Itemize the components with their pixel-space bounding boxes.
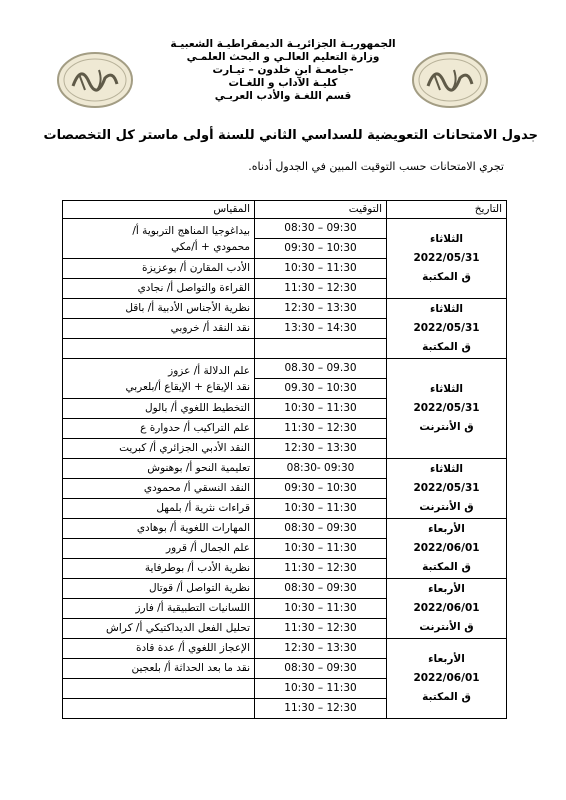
- subject-cell: [63, 559, 255, 579]
- subject-cell: [63, 439, 255, 459]
- subject-line: المهارات اللغوية أ/ بوهادي: [136, 522, 250, 534]
- subject-line: التخطيط اللغوي أ/ بالول: [145, 402, 250, 414]
- time-cell: 08:30 – 09:30: [255, 219, 387, 239]
- subject-line: نظرية الأدب أ/ بوطرفاية: [144, 562, 250, 574]
- subject-cell: [63, 679, 255, 699]
- schedule-body: [63, 219, 507, 719]
- subject-cell: [63, 279, 255, 299]
- university-logo-left: [55, 50, 135, 110]
- table-row: [63, 519, 507, 539]
- date-cell-place: ق الأنترنت: [419, 501, 474, 513]
- header-line: كليـة الآداب و اللغـات: [228, 77, 338, 89]
- date-cell-day: الأربعاء: [428, 523, 465, 535]
- time-cell: 10:30 – 11:30: [255, 599, 387, 619]
- time-cell: 08:30- 09:30: [255, 459, 387, 479]
- document-subtitle: تجري الامتحانات حسب التوقيت المبين في الجدول أدناه.: [248, 160, 504, 173]
- time-cell: 11:30 – 12:30: [255, 619, 387, 639]
- date-cell-day: الثلاثاء: [429, 303, 464, 315]
- date-cell-place: ق الأنترنت: [419, 421, 474, 433]
- time-cell: 08:30 – 09:30: [255, 579, 387, 599]
- column-header-time: التوقيت: [255, 201, 387, 219]
- time-cell: [255, 339, 387, 359]
- time-cell: 08:30 – 09:30: [255, 659, 387, 679]
- table-row: [63, 459, 507, 479]
- header-line: جامعـة ابن خلدون – تيـارت-: [212, 64, 354, 76]
- subject-cell: [63, 459, 255, 479]
- subject-line: علم التراكيب أ/ حدوارة ع: [140, 422, 250, 434]
- date-cell-day: الأربعاء: [428, 583, 465, 595]
- date-cell-place: ق المكتبة: [422, 561, 471, 573]
- time-cell: 08:30 – 09:30: [255, 519, 387, 539]
- date-cell: [387, 519, 507, 579]
- table-row: [63, 639, 507, 659]
- date-cell-day: الثلاثاء: [429, 233, 464, 245]
- subject-line: علم الجمال أ/ قرور: [166, 542, 250, 554]
- subject-line: القراءة والتواصل أ/ نجادي: [137, 282, 250, 294]
- subject-line: الأدب المقارن أ/ بوعزيزة: [141, 262, 250, 274]
- subject-cell: [63, 419, 255, 439]
- subject-cell: [63, 299, 255, 319]
- subject-cell: [63, 599, 255, 619]
- subject-line: بيداغوجيا المناهج التربوية أ/: [132, 224, 250, 237]
- date-cell: [387, 299, 507, 359]
- table-row: [63, 359, 507, 379]
- date-cell: [387, 359, 507, 459]
- date-cell-place: ق المكتبة: [422, 341, 471, 353]
- subject-line: نظرية الأجناس الأدبية أ/ باقل: [125, 302, 250, 314]
- date-cell-date: 2022/05/31: [413, 252, 480, 264]
- table-row: [63, 219, 507, 239]
- time-cell: 10:30 – 11:30: [255, 679, 387, 699]
- date-cell-date: 2022/06/01: [413, 602, 480, 614]
- time-cell: 13:30 – 14:30: [255, 319, 387, 339]
- date-cell: [387, 459, 507, 519]
- date-cell-day: الأربعاء: [428, 653, 465, 665]
- subject-cell: [63, 519, 255, 539]
- university-logo-right: [410, 50, 490, 110]
- header-line: الجمهوريـة الجزائريـة الديمقراطيـة الشعبيـة: [170, 38, 396, 50]
- subject-cell: [63, 699, 255, 719]
- time-cell: 12:30 – 13:30: [255, 439, 387, 459]
- subject-cell: [63, 659, 255, 679]
- date-cell-date: 2022/05/31: [413, 482, 480, 494]
- time-cell: 12:30 – 13:30: [255, 299, 387, 319]
- subject-line: نظرية التواصل أ/ قوتال: [148, 582, 250, 594]
- time-cell: 10:30 – 11:30: [255, 539, 387, 559]
- time-cell: 09:30 – 10:30: [255, 479, 387, 499]
- subject-line: النقد النسقي أ/ محمودي: [143, 482, 250, 494]
- date-cell: [387, 639, 507, 719]
- time-cell: 08.30 – 09.30: [255, 359, 387, 379]
- subject-line: الإعجاز اللغوي أ/ عدة قادة: [136, 642, 250, 654]
- date-cell: [387, 219, 507, 299]
- subject-line: محمودي + أ/مكي: [171, 240, 250, 253]
- time-cell: 11:30 – 12:30: [255, 279, 387, 299]
- time-cell: 10:30 – 11:30: [255, 399, 387, 419]
- date-cell-day: الثلاثاء: [429, 383, 464, 395]
- subject-cell: [63, 319, 255, 339]
- document-title: جدول الامتحانات التعويضية للسداسي الثاني للسنة أولى ماستر كل التخصصات: [43, 128, 538, 143]
- subject-line: تحليل الفعل الديداكتيكي أ/ كراش: [106, 622, 250, 634]
- subject-cell: [63, 259, 255, 279]
- subject-line: قراءات نثرية أ/ بلمهل: [156, 502, 250, 514]
- subject-cell: [63, 479, 255, 499]
- time-cell: 12:30 – 13:30: [255, 639, 387, 659]
- subject-cell: [63, 619, 255, 639]
- date-cell-date: 2022/05/31: [413, 402, 480, 414]
- column-header-date: التاريخ: [387, 201, 507, 219]
- table-row: [63, 579, 507, 599]
- date-cell-place: ق الأنترنت: [419, 621, 474, 633]
- table-header-row: [63, 201, 507, 219]
- exam-schedule-table: [62, 200, 507, 719]
- subject-cell: [63, 639, 255, 659]
- subject-cell: [63, 339, 255, 359]
- date-cell: [387, 579, 507, 639]
- time-cell: 10:30 – 11:30: [255, 499, 387, 519]
- subject-line: نقد الإيقاع + الإيقاع أ/بلعربي: [125, 380, 250, 393]
- subject-line: النقد الأدبي الجزائري أ/ كبريت: [119, 442, 250, 454]
- subject-cell: [63, 219, 255, 259]
- date-cell-place: ق المكتبة: [422, 691, 471, 703]
- time-cell: 11:30 – 12:30: [255, 559, 387, 579]
- header-line: وزارة التعليم العالـي و البحث العلمـي: [186, 51, 380, 63]
- column-header-subject: المقياس: [63, 201, 255, 219]
- time-cell: 11:30 – 12:30: [255, 699, 387, 719]
- date-cell-day: الثلاثاء: [429, 463, 464, 475]
- subject-cell: [63, 359, 255, 399]
- subject-line: اللسانيات التطبيقية أ/ فارز: [135, 602, 250, 614]
- subject-cell: [63, 539, 255, 559]
- subject-line: نقد النقد أ/ خروبي: [170, 322, 250, 334]
- date-cell-date: 2022/06/01: [413, 672, 480, 684]
- subject-cell: [63, 579, 255, 599]
- table-row: [63, 299, 507, 319]
- date-cell-date: 2022/05/31: [413, 322, 480, 334]
- subject-cell: [63, 399, 255, 419]
- subject-line: علم الدلالة أ/ عزوز: [168, 364, 250, 377]
- subject-line: نقد ما بعد الحداثة أ/ بلعجين: [131, 662, 250, 674]
- subject-line: تعليمية النحو أ/ بوهنوش: [147, 462, 250, 474]
- subject-cell: [63, 499, 255, 519]
- date-cell-date: 2022/06/01: [413, 542, 480, 554]
- header-line: قسم اللغـة والأدب العربـي: [214, 90, 352, 102]
- time-cell: 09:30 – 10:30: [255, 239, 387, 259]
- time-cell: 10:30 – 11:30: [255, 259, 387, 279]
- date-cell-place: ق المكتبة: [422, 271, 471, 283]
- time-cell: 11:30 – 12:30: [255, 419, 387, 439]
- time-cell: 09.30 – 10:30: [255, 379, 387, 399]
